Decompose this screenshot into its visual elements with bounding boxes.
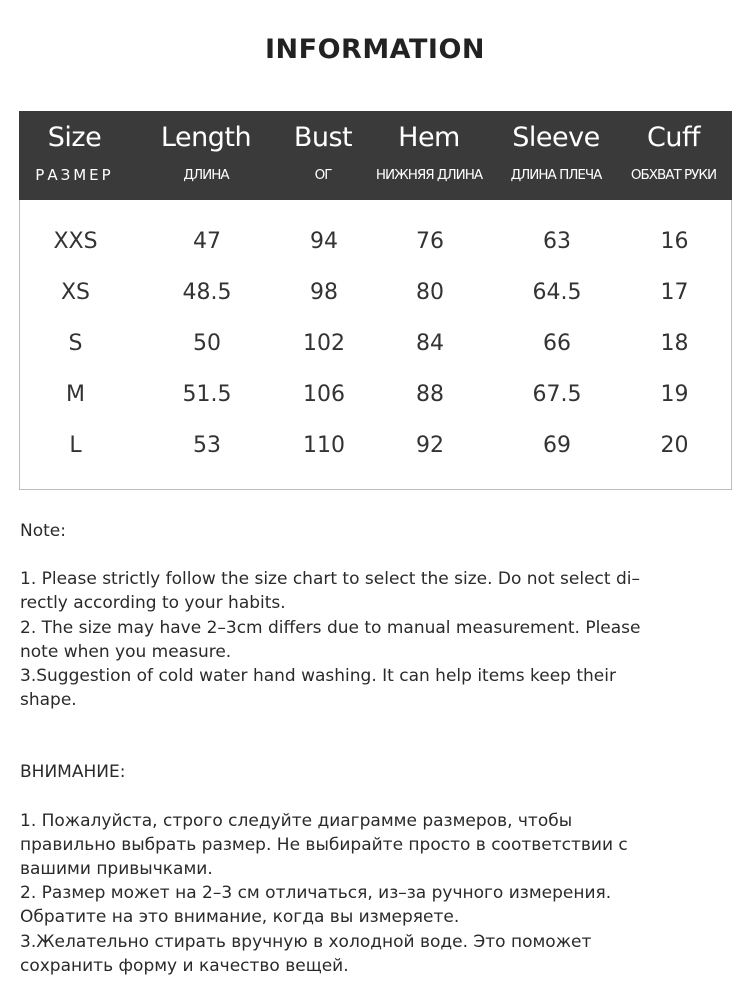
cell-size: S <box>68 331 83 356</box>
cell-length: 51.5 <box>182 382 232 407</box>
header-length-ru: ДЛИНА <box>183 167 229 183</box>
cell-cuff: 18 <box>660 331 689 356</box>
spacer <box>20 543 720 567</box>
header-bust-en: Bust <box>293 122 353 153</box>
cell-cuff: 19 <box>660 382 689 407</box>
header-cuff <box>615 111 732 200</box>
header-cuff-en: Cuff <box>647 122 700 153</box>
cell-bust: 98 <box>310 280 338 305</box>
header-length <box>147 111 265 200</box>
header-sleeve <box>497 111 615 200</box>
notes-ru-line: Обратите на это внимание, когда вы измеряете. <box>20 907 460 928</box>
header-bust-ru: ОГ <box>314 167 332 183</box>
cell-sleeve: 67.5 <box>532 382 582 407</box>
header-bust <box>273 111 373 200</box>
cell-hem: 84 <box>416 331 444 356</box>
table-header <box>19 111 732 200</box>
notes-en-line: 1. Please strictly follow the size chart to select the size. Do not select di– <box>20 569 640 590</box>
notes-en-line: 2. The size may have 2–3cm differs due to manual measurement. Please <box>20 617 641 638</box>
cell-length: 53 <box>193 433 221 458</box>
header-cuff-ru: ОБХВАТ РУКИ <box>630 167 717 183</box>
header-sleeve-ru: ДЛИНА ПЛЕЧА <box>510 167 602 183</box>
notes-ru-line: правильно выбрать размер. Не выбирайте просто в соответствии с <box>20 834 628 855</box>
notes-ru-line: 3.Желательно стирать вручную в холодной воде. Это поможет <box>20 931 592 952</box>
notes-en-heading: Note: <box>20 521 66 541</box>
spacer <box>20 712 720 736</box>
table-row <box>20 273 733 324</box>
cell-size: XXS <box>53 229 98 254</box>
page-title: INFORMATION <box>264 34 485 65</box>
cell-sleeve: 63 <box>543 229 571 254</box>
notes-ru-line: 1. Пожалуйста, строго следуйте диаграмме размеров, чтобы <box>20 810 573 831</box>
cell-sleeve: 66 <box>543 331 571 356</box>
cell-hem: 88 <box>416 382 444 407</box>
header-hem-ru: НИЖНЯЯ ДЛИНА <box>375 167 483 183</box>
cell-hem: 76 <box>416 229 444 254</box>
header-length-en: Length <box>160 122 252 153</box>
cell-size: XS <box>60 280 91 305</box>
notes-en-line: note when you measure. <box>20 641 232 662</box>
notes-ru-line: 2. Размер может на 2–3 см отличаться, из–за ручного измерения. <box>20 883 612 904</box>
cell-size: M <box>66 382 85 407</box>
cell-bust: 102 <box>303 331 345 356</box>
notes-en-line: rectly according to your habits. <box>20 593 286 614</box>
header-size <box>19 111 130 200</box>
cell-size: L <box>69 433 82 458</box>
notes-en-line: shape. <box>20 690 77 711</box>
notes-ru-heading: ВНИМАНИЕ: <box>20 762 126 783</box>
cell-bust: 106 <box>303 382 345 407</box>
table-row <box>20 426 733 477</box>
cell-hem: 92 <box>416 433 444 458</box>
notes-ru-line: сохранить форму и качество вещей. <box>20 955 349 976</box>
cell-cuff: 20 <box>660 433 689 458</box>
cell-hem: 80 <box>416 280 444 305</box>
cell-length: 48.5 <box>182 280 232 305</box>
notes-section <box>20 519 720 978</box>
cell-cuff: 17 <box>660 280 689 305</box>
size-chart-table <box>19 111 732 490</box>
table-row <box>20 222 733 273</box>
cell-length: 50 <box>193 331 221 356</box>
header-hem <box>369 111 489 200</box>
cell-cuff: 16 <box>660 229 689 254</box>
notes-en-line: 3.Suggestion of cold water hand washing. It can help items keep their <box>20 666 616 687</box>
header-size-ru: РАЗМЕР <box>35 166 114 184</box>
cell-bust: 110 <box>303 433 345 458</box>
table-row <box>20 375 733 426</box>
table-body <box>20 222 733 477</box>
cell-length: 47 <box>193 229 221 254</box>
cell-bust: 94 <box>310 229 338 254</box>
header-size-en: Size <box>47 122 102 153</box>
table-row <box>20 324 733 375</box>
header-sleeve-en: Sleeve <box>512 122 600 153</box>
spacer <box>20 736 720 760</box>
cell-sleeve: 64.5 <box>532 280 582 305</box>
spacer <box>20 785 720 809</box>
cell-sleeve: 69 <box>543 433 571 458</box>
header-hem-en: Hem <box>398 122 460 153</box>
notes-ru-line: вашими привычками. <box>20 859 213 880</box>
